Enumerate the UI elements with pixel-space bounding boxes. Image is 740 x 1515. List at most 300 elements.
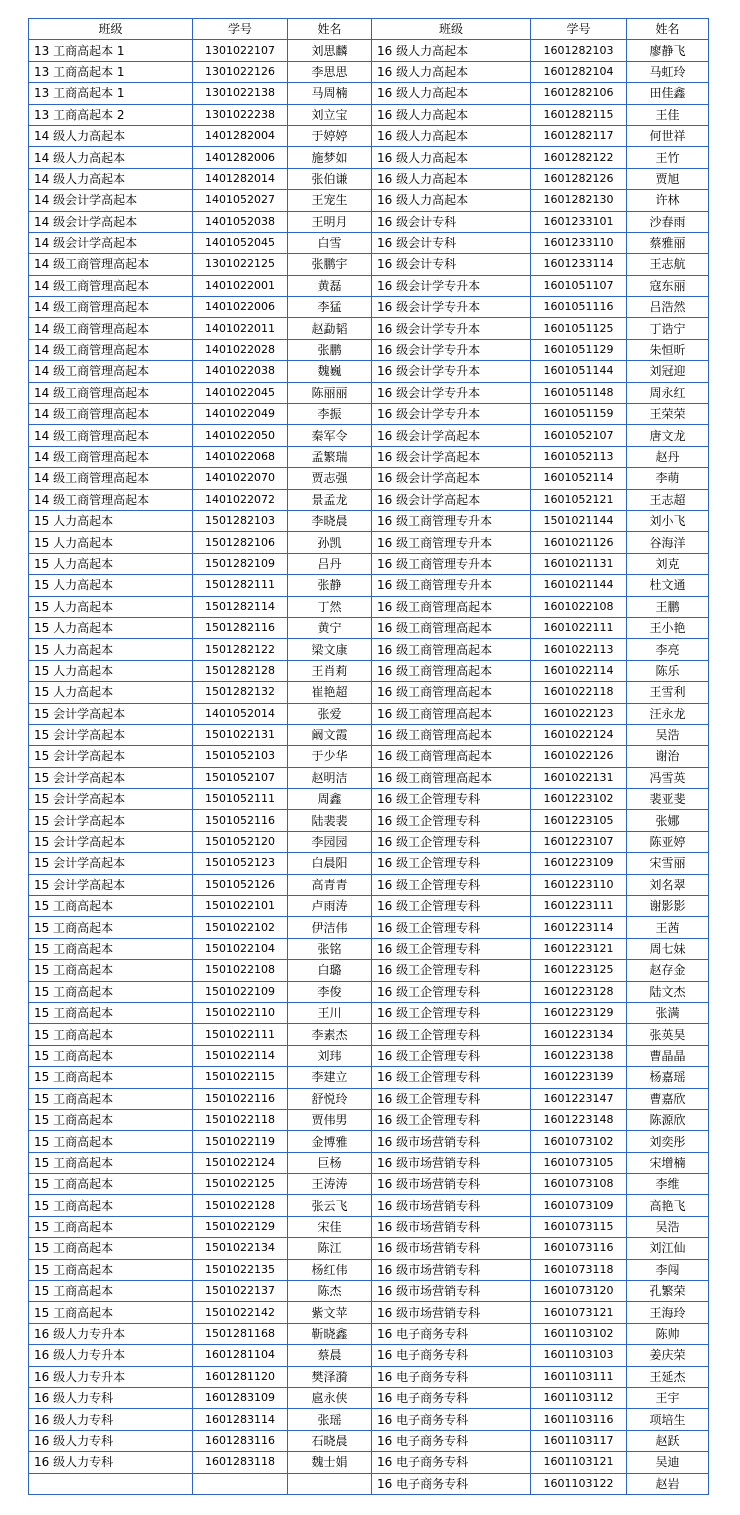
cell-class-left: 15 人力高起本	[29, 510, 193, 531]
cell-id-left: 1501022102	[193, 917, 288, 938]
cell-class-left: 14 级工商管理高起本	[29, 339, 193, 360]
cell-id-right: 1601073118	[531, 1259, 627, 1280]
cell-name-left: 李思思	[288, 61, 372, 82]
cell-class-left: 15 工商高起本	[29, 938, 193, 959]
table-row	[29, 810, 709, 831]
cell-class-right: 16 级会计学专升本	[372, 297, 531, 318]
cell-class-right: 16 级市场营销专科	[372, 1238, 531, 1259]
cell-class-left: 14 级工商管理高起本	[29, 297, 193, 318]
cell-class-right: 16 级会计学高起本	[372, 446, 531, 467]
table-row	[29, 168, 709, 189]
cell-class-right: 16 级工商管理高起本	[372, 746, 531, 767]
cell-id-left: 1501022111	[193, 1024, 288, 1045]
table-row	[29, 446, 709, 467]
cell-id-right: 1601073102	[531, 1131, 627, 1152]
cell-name-right: 谷海洋	[627, 532, 709, 553]
cell-id-right: 1601021144	[531, 575, 627, 596]
cell-name-left: 王肖莉	[288, 660, 372, 681]
cell-id-right: 1601051148	[531, 382, 627, 403]
table-row	[29, 1002, 709, 1023]
cell-name-right: 冯雪英	[627, 767, 709, 788]
cell-name-left: 李园园	[288, 831, 372, 852]
cell-id-left: 1501282114	[193, 596, 288, 617]
cell-id-right: 1601223134	[531, 1024, 627, 1045]
cell-name-right: 项培生	[627, 1409, 709, 1430]
cell-name-left: 张铭	[288, 938, 372, 959]
cell-class-left: 16 级人力专升本	[29, 1323, 193, 1344]
cell-name-right: 李亮	[627, 639, 709, 660]
cell-name-left: 李振	[288, 404, 372, 425]
cell-name-left: 崔艳超	[288, 682, 372, 703]
cell-id-left: 1401282006	[193, 147, 288, 168]
cell-class-left: 14 级工商管理高起本	[29, 425, 193, 446]
cell-class-left: 15 会计学高起本	[29, 831, 193, 852]
cell-class-left: 15 会计学高起本	[29, 853, 193, 874]
cell-class-right: 16 级工企管理专科	[372, 789, 531, 810]
cell-id-right: 1601282122	[531, 147, 627, 168]
cell-name-right: 刘名翠	[627, 874, 709, 895]
table-row	[29, 917, 709, 938]
cell-name-left: 张云飞	[288, 1195, 372, 1216]
cell-id-right: 1601282103	[531, 40, 627, 61]
cell-name-right: 张满	[627, 1002, 709, 1023]
cell-class-right: 16 级工企管理专科	[372, 1067, 531, 1088]
cell-name-right: 王佳	[627, 104, 709, 125]
cell-class-right: 16 级工商管理专升本	[372, 553, 531, 574]
cell-id-right: 1601073115	[531, 1216, 627, 1237]
cell-id-right: 1601051129	[531, 339, 627, 360]
cell-class-left: 15 工商高起本	[29, 1152, 193, 1173]
cell-id-right: 1601052113	[531, 446, 627, 467]
cell-class-right: 16 级市场营销专科	[372, 1259, 531, 1280]
table-row	[29, 232, 709, 253]
header-class-right: 班级	[372, 19, 531, 40]
cell-id-left: 1401022050	[193, 425, 288, 446]
cell-class-left: 16 级人力专升本	[29, 1366, 193, 1387]
cell-class-right: 16 级工商管理高起本	[372, 596, 531, 617]
cell-name-right: 杜文通	[627, 575, 709, 596]
cell-name-left: 张爱	[288, 703, 372, 724]
cell-class-right: 16 级工企管理专科	[372, 1002, 531, 1023]
cell-class-left: 16 级人力专科	[29, 1452, 193, 1473]
cell-class-left: 14 级会计学高起本	[29, 232, 193, 253]
cell-class-right: 16 级会计学专升本	[372, 318, 531, 339]
cell-name-left: 卢雨涛	[288, 896, 372, 917]
cell-class-right: 16 级会计学专升本	[372, 404, 531, 425]
cell-id-right: 1601223107	[531, 831, 627, 852]
cell-name-right: 吕浩然	[627, 297, 709, 318]
cell-id-right: 1601022113	[531, 639, 627, 660]
cell-id-right: 1601021131	[531, 553, 627, 574]
cell-name-left: 张鹏宇	[288, 254, 372, 275]
table-row	[29, 938, 709, 959]
table-row	[29, 489, 709, 510]
table-row	[29, 361, 709, 382]
cell-id-left: 1501282128	[193, 660, 288, 681]
cell-id-right: 1601103117	[531, 1430, 627, 1451]
cell-name-left: 周鑫	[288, 789, 372, 810]
cell-name-right: 姜庆荣	[627, 1345, 709, 1366]
cell-class-right: 16 电子商务专科	[372, 1388, 531, 1409]
cell-id-right: 1601021126	[531, 532, 627, 553]
table-row	[29, 789, 709, 810]
cell-class-left: 14 级工商管理高起本	[29, 318, 193, 339]
cell-name-left: 秦军令	[288, 425, 372, 446]
cell-name-right: 裴亚斐	[627, 789, 709, 810]
cell-class-right: 16 级工商管理高起本	[372, 660, 531, 681]
table-row	[29, 1152, 709, 1173]
cell-class-left: 15 工商高起本	[29, 1131, 193, 1152]
cell-class-right: 16 电子商务专科	[372, 1452, 531, 1473]
cell-name-right: 王竹	[627, 147, 709, 168]
cell-name-right: 刘小飞	[627, 510, 709, 531]
cell-name-right: 陈帅	[627, 1323, 709, 1344]
cell-id-left: 1501022142	[193, 1302, 288, 1323]
cell-id-right: 1601022118	[531, 682, 627, 703]
cell-name-left: 陆裴裴	[288, 810, 372, 831]
cell-name-left: 靳晓鑫	[288, 1323, 372, 1344]
cell-class-left: 15 工商高起本	[29, 1002, 193, 1023]
cell-class-right: 16 电子商务专科	[372, 1409, 531, 1430]
cell-id-left: 1601281120	[193, 1366, 288, 1387]
cell-name-right: 沙春雨	[627, 211, 709, 232]
table-row	[29, 1045, 709, 1066]
cell-id-left: 1401022011	[193, 318, 288, 339]
table-row	[29, 1238, 709, 1259]
cell-name-left: 伊洁伟	[288, 917, 372, 938]
cell-name-left: 白璐	[288, 960, 372, 981]
cell-name-left: 张鹏	[288, 339, 372, 360]
cell-id-right: 1601223138	[531, 1045, 627, 1066]
cell-id-left: 1501282109	[193, 553, 288, 574]
cell-name-left: 蔡晨	[288, 1345, 372, 1366]
cell-id-left: 1501281168	[193, 1323, 288, 1344]
table-row	[29, 147, 709, 168]
cell-id-left: 1501022131	[193, 724, 288, 745]
table-row	[29, 211, 709, 232]
cell-class-left: 15 工商高起本	[29, 1259, 193, 1280]
cell-name-right: 汪永龙	[627, 703, 709, 724]
cell-id-right: 1601103112	[531, 1388, 627, 1409]
cell-id-right: 1601022114	[531, 660, 627, 681]
cell-name-left: 张伯谦	[288, 168, 372, 189]
cell-id-right: 1601073116	[531, 1238, 627, 1259]
table-row	[29, 639, 709, 660]
cell-name-left: 杨红伟	[288, 1259, 372, 1280]
cell-class-left: 14 级会计学高起本	[29, 211, 193, 232]
cell-id-right: 1601282130	[531, 190, 627, 211]
cell-id-left: 1501022124	[193, 1152, 288, 1173]
cell-id-right: 1501021144	[531, 510, 627, 531]
cell-class-left: 14 级工商管理高起本	[29, 361, 193, 382]
table-row	[29, 981, 709, 1002]
cell-id-right: 1601103121	[531, 1452, 627, 1473]
cell-name-right: 曹晶晶	[627, 1045, 709, 1066]
cell-name-right: 王延杰	[627, 1366, 709, 1387]
cell-class-right: 16 级工企管理专科	[372, 1088, 531, 1109]
cell-class-right: 16 级人力高起本	[372, 61, 531, 82]
cell-class-right: 16 级会计学高起本	[372, 468, 531, 489]
cell-id-right: 1601103111	[531, 1366, 627, 1387]
cell-name-left: 白晨阳	[288, 853, 372, 874]
cell-class-left: 14 级人力高起本	[29, 168, 193, 189]
cell-class-right: 16 级会计学专升本	[372, 275, 531, 296]
cell-id-left: 1501282106	[193, 532, 288, 553]
table-row	[29, 510, 709, 531]
cell-class-right: 16 级工商管理专升本	[372, 510, 531, 531]
cell-name-left: 巨杨	[288, 1152, 372, 1173]
cell-class-left: 14 级会计学高起本	[29, 190, 193, 211]
cell-id-left: 1301022126	[193, 61, 288, 82]
cell-id-left: 1501022128	[193, 1195, 288, 1216]
cell-id-left: 1501052123	[193, 853, 288, 874]
table-row	[29, 682, 709, 703]
table-row	[29, 960, 709, 981]
cell-class-left: 13 工商高起本 1	[29, 61, 193, 82]
cell-name-left: 刘思麟	[288, 40, 372, 61]
cell-class-left: 14 级工商管理高起本	[29, 489, 193, 510]
cell-name-right: 李萌	[627, 468, 709, 489]
cell-class-left: 15 工商高起本	[29, 981, 193, 1002]
cell-id-left: 1501022118	[193, 1109, 288, 1130]
cell-class-left: 15 工商高起本	[29, 1281, 193, 1302]
cell-class-right: 16 电子商务专科	[372, 1366, 531, 1387]
cell-class-right: 16 级人力高起本	[372, 104, 531, 125]
cell-name-left: 陈杰	[288, 1281, 372, 1302]
cell-id-left: 1501052111	[193, 789, 288, 810]
student-roster-table	[28, 18, 709, 1495]
cell-id-left: 1601281104	[193, 1345, 288, 1366]
cell-name-left: 张瑶	[288, 1409, 372, 1430]
cell-name-right: 廖静飞	[627, 40, 709, 61]
cell-id-right: 1601223111	[531, 896, 627, 917]
cell-id-left: 1401052038	[193, 211, 288, 232]
table-row	[29, 1067, 709, 1088]
table-row	[29, 767, 709, 788]
table-row	[29, 724, 709, 745]
cell-id-right: 1601223125	[531, 960, 627, 981]
table-row	[29, 831, 709, 852]
cell-class-left: 15 人力高起本	[29, 553, 193, 574]
cell-class-right: 16 级工企管理专科	[372, 896, 531, 917]
table-row	[29, 83, 709, 104]
cell-name-right: 李维	[627, 1174, 709, 1195]
cell-class-left: 15 会计学高起本	[29, 724, 193, 745]
cell-name-left: 陈江	[288, 1238, 372, 1259]
cell-id-left: 1501022114	[193, 1045, 288, 1066]
cell-name-left: 李素杰	[288, 1024, 372, 1045]
cell-name-left: 于婷婷	[288, 125, 372, 146]
cell-name-right: 朱恒昕	[627, 339, 709, 360]
table-row	[29, 404, 709, 425]
cell-name-left: 于少华	[288, 746, 372, 767]
cell-name-right: 王志航	[627, 254, 709, 275]
cell-class-left: 16 级人力专科	[29, 1430, 193, 1451]
cell-id-right: 1601282104	[531, 61, 627, 82]
cell-class-right: 16 级会计学专升本	[372, 382, 531, 403]
cell-id-right: 1601223147	[531, 1088, 627, 1109]
cell-id-right: 1601022108	[531, 596, 627, 617]
table-row	[29, 896, 709, 917]
cell-class-right: 16 级市场营销专科	[372, 1281, 531, 1302]
cell-name-left	[288, 1473, 372, 1494]
cell-class-right: 16 级人力高起本	[372, 190, 531, 211]
cell-name-right: 吴浩	[627, 1216, 709, 1237]
cell-name-right: 许林	[627, 190, 709, 211]
table-row	[29, 553, 709, 574]
cell-name-right: 曹嘉欣	[627, 1088, 709, 1109]
cell-name-left: 李猛	[288, 297, 372, 318]
cell-class-right: 16 级工企管理专科	[372, 810, 531, 831]
cell-id-left: 1501282132	[193, 682, 288, 703]
cell-name-right: 杨嘉瑶	[627, 1067, 709, 1088]
cell-id-right: 1601282126	[531, 168, 627, 189]
table-row	[29, 660, 709, 681]
cell-name-left: 刘立宝	[288, 104, 372, 125]
cell-id-left: 1501022109	[193, 981, 288, 1002]
cell-class-left: 15 工商高起本	[29, 1302, 193, 1323]
cell-name-right: 张娜	[627, 810, 709, 831]
table-row	[29, 703, 709, 724]
cell-name-right: 李闯	[627, 1259, 709, 1280]
cell-name-left: 黄磊	[288, 275, 372, 296]
table-row	[29, 1302, 709, 1323]
cell-class-left: 15 工商高起本	[29, 1088, 193, 1109]
cell-class-right: 16 级人力高起本	[372, 83, 531, 104]
cell-class-left: 15 工商高起本	[29, 1067, 193, 1088]
cell-name-right: 王志超	[627, 489, 709, 510]
cell-id-left: 1401022001	[193, 275, 288, 296]
table-row	[29, 468, 709, 489]
cell-name-left: 吕丹	[288, 553, 372, 574]
cell-id-left: 1601283116	[193, 1430, 288, 1451]
cell-class-right: 16 级市场营销专科	[372, 1152, 531, 1173]
cell-class-right: 16 级会计专科	[372, 211, 531, 232]
cell-id-right: 1601073120	[531, 1281, 627, 1302]
cell-class-left	[29, 1473, 193, 1494]
cell-class-left: 14 级工商管理高起本	[29, 446, 193, 467]
table-row	[29, 1216, 709, 1237]
cell-name-right: 丁诰宁	[627, 318, 709, 339]
cell-id-left: 1501022125	[193, 1174, 288, 1195]
cell-id-right: 1601073109	[531, 1195, 627, 1216]
cell-class-right: 16 级市场营销专科	[372, 1216, 531, 1237]
cell-class-left: 15 人力高起本	[29, 617, 193, 638]
cell-class-right: 16 电子商务专科	[372, 1323, 531, 1344]
cell-id-right: 1601022126	[531, 746, 627, 767]
cell-name-left: 舒悦玲	[288, 1088, 372, 1109]
cell-id-right: 1601223105	[531, 810, 627, 831]
cell-name-left: 丁然	[288, 596, 372, 617]
cell-id-left: 1501282122	[193, 639, 288, 660]
cell-name-left: 王川	[288, 1002, 372, 1023]
cell-class-left: 14 级工商管理高起本	[29, 254, 193, 275]
cell-name-left: 李晓晨	[288, 510, 372, 531]
cell-class-left: 14 级工商管理高起本	[29, 468, 193, 489]
cell-name-left: 景孟龙	[288, 489, 372, 510]
cell-id-left: 1501022104	[193, 938, 288, 959]
cell-id-right: 1601282117	[531, 125, 627, 146]
cell-name-left: 紫文苹	[288, 1302, 372, 1323]
table-row	[29, 1366, 709, 1387]
cell-id-right: 1601073108	[531, 1174, 627, 1195]
cell-class-left: 15 工商高起本	[29, 1024, 193, 1045]
cell-class-left: 15 人力高起本	[29, 639, 193, 660]
cell-class-left: 13 工商高起本 1	[29, 83, 193, 104]
cell-id-right: 1601223109	[531, 853, 627, 874]
cell-id-right: 1601233101	[531, 211, 627, 232]
cell-name-right: 陆文杰	[627, 981, 709, 1002]
cell-class-left: 16 级人力专升本	[29, 1345, 193, 1366]
cell-name-right: 王海玲	[627, 1302, 709, 1323]
cell-id-right: 1601233114	[531, 254, 627, 275]
cell-class-left: 15 工商高起本	[29, 1045, 193, 1066]
cell-name-left: 魏巍	[288, 361, 372, 382]
cell-class-right: 16 级工企管理专科	[372, 1109, 531, 1130]
cell-id-left: 1601283114	[193, 1409, 288, 1430]
cell-name-right: 宋增楠	[627, 1152, 709, 1173]
cell-name-left: 白雪	[288, 232, 372, 253]
cell-class-left: 14 级工商管理高起本	[29, 275, 193, 296]
header-id-left: 学号	[193, 19, 288, 40]
cell-class-left: 15 会计学高起本	[29, 874, 193, 895]
table-row	[29, 1131, 709, 1152]
cell-name-left: 陈丽丽	[288, 382, 372, 403]
cell-name-right: 刘奕彤	[627, 1131, 709, 1152]
cell-name-right: 唐文龙	[627, 425, 709, 446]
cell-class-right: 16 级工企管理专科	[372, 874, 531, 895]
cell-name-left: 樊泽漪	[288, 1366, 372, 1387]
cell-id-left: 1501282116	[193, 617, 288, 638]
cell-id-right: 1601073121	[531, 1302, 627, 1323]
cell-class-right: 16 级会计学高起本	[372, 425, 531, 446]
table-row	[29, 1452, 709, 1473]
cell-class-left: 15 工商高起本	[29, 1216, 193, 1237]
cell-name-right: 王荣荣	[627, 404, 709, 425]
cell-name-right: 赵岩	[627, 1473, 709, 1494]
cell-id-right: 1601103102	[531, 1323, 627, 1344]
cell-id-left: 1501022129	[193, 1216, 288, 1237]
cell-class-right: 16 级会计学高起本	[372, 489, 531, 510]
cell-class-left: 15 工商高起本	[29, 917, 193, 938]
cell-id-right: 1601022123	[531, 703, 627, 724]
cell-name-left: 魏士娟	[288, 1452, 372, 1473]
cell-class-right: 16 级工商管理高起本	[372, 617, 531, 638]
cell-class-left: 15 会计学高起本	[29, 789, 193, 810]
cell-name-right: 赵跃	[627, 1430, 709, 1451]
cell-id-right: 1601022124	[531, 724, 627, 745]
cell-class-left: 15 会计学高起本	[29, 810, 193, 831]
cell-class-left: 13 工商高起本 2	[29, 104, 193, 125]
cell-name-left: 贾伟男	[288, 1109, 372, 1130]
cell-id-left: 1401022038	[193, 361, 288, 382]
cell-class-right: 16 级工企管理专科	[372, 960, 531, 981]
cell-id-right: 1601051159	[531, 404, 627, 425]
cell-class-left: 15 工商高起本	[29, 1174, 193, 1195]
cell-name-right: 蔡雅丽	[627, 232, 709, 253]
cell-name-right: 王茜	[627, 917, 709, 938]
cell-class-left: 15 工商高起本	[29, 960, 193, 981]
cell-id-left: 1501022108	[193, 960, 288, 981]
cell-class-right: 16 级会计学专升本	[372, 339, 531, 360]
header-name-right: 姓名	[627, 19, 709, 40]
table-row	[29, 1088, 709, 1109]
cell-class-right: 16 级工商管理高起本	[372, 682, 531, 703]
cell-id-left: 1501022115	[193, 1067, 288, 1088]
cell-name-right: 王小艳	[627, 617, 709, 638]
cell-id-right: 1601223128	[531, 981, 627, 1002]
cell-id-right: 1601103103	[531, 1345, 627, 1366]
